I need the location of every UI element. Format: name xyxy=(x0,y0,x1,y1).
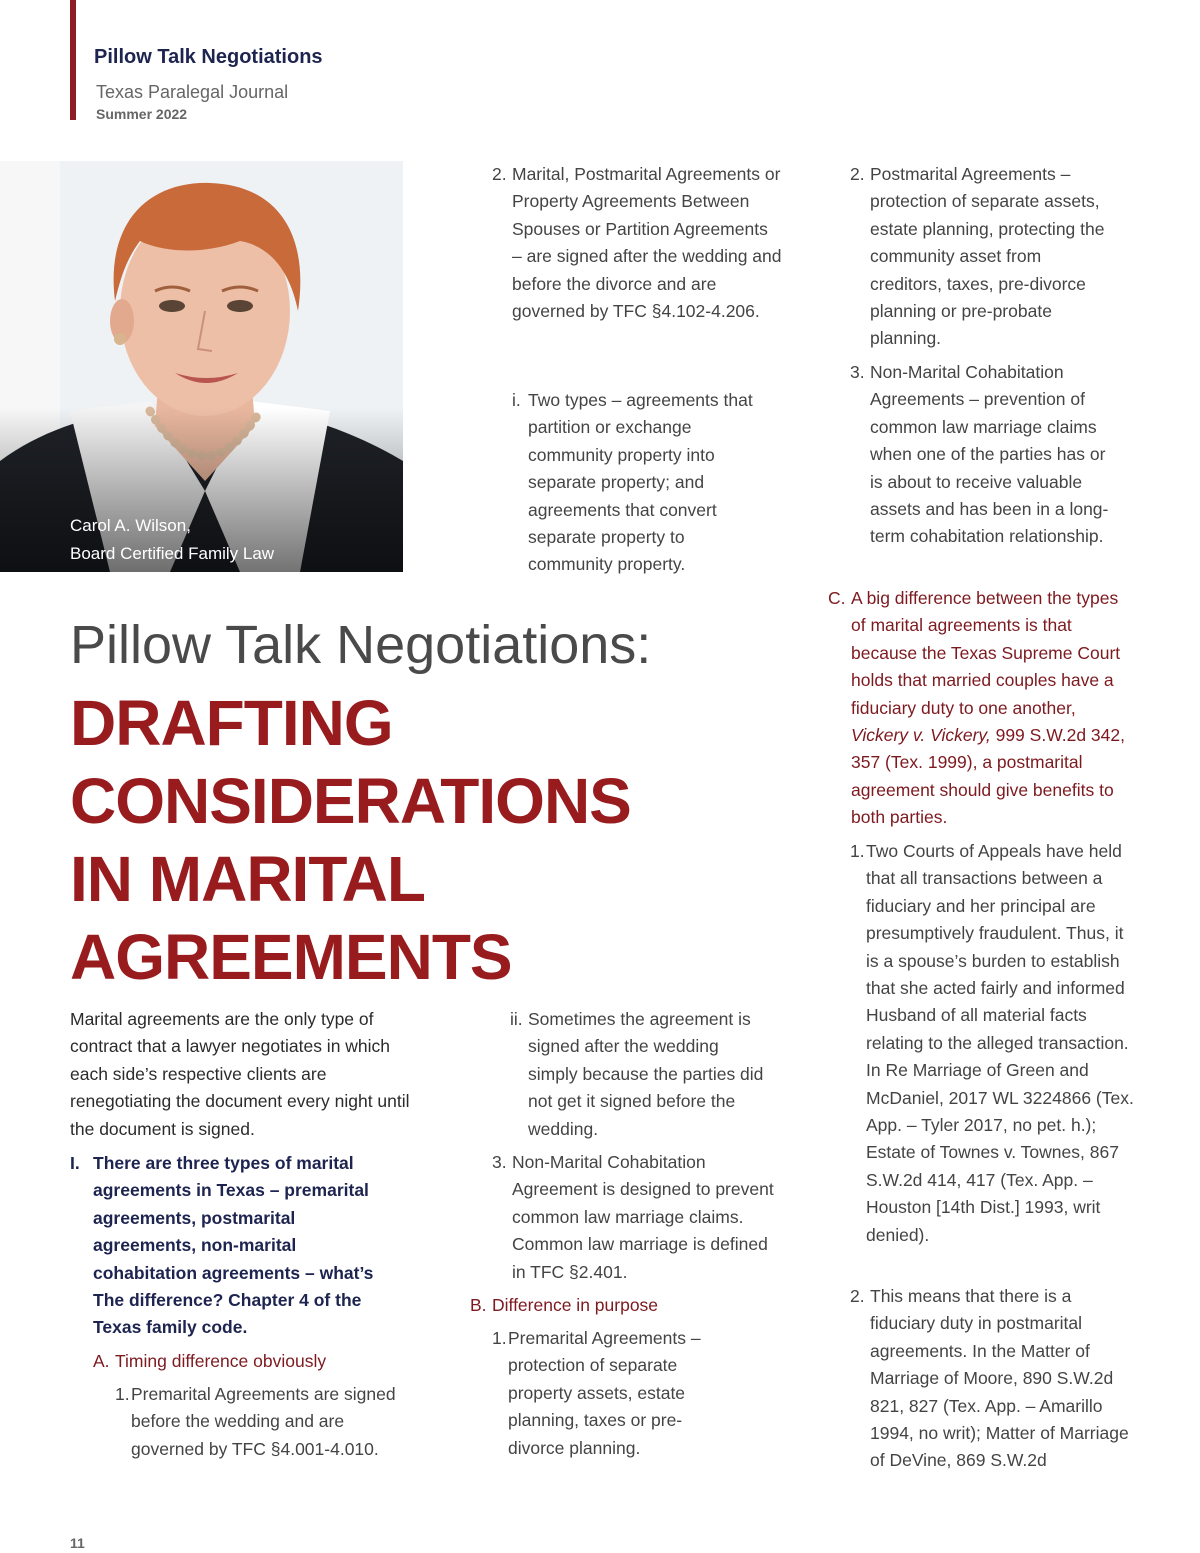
headline-light: Pillow Talk Negotiations: xyxy=(70,615,652,675)
outline-item-A2i xyxy=(512,387,772,579)
headline-bold-line: IN MARITAL xyxy=(70,843,425,915)
headline-bold xyxy=(70,684,631,996)
outline-label: i. xyxy=(512,390,521,410)
outline-item-C1 xyxy=(850,838,1135,1249)
page-number: 11 xyxy=(70,1535,85,1551)
caption-name: Carol A. Wilson, xyxy=(70,516,191,535)
outline-text: Marital, Postmarital Agreements or Property Agreements Between Spouses or Partition Agreements – are signed after the wedding and before the divorce and are governed by TFC §4.102-4.206. xyxy=(512,164,782,322)
issue-date: Summer 2022 xyxy=(96,106,188,122)
outline-item-I xyxy=(70,1150,390,1342)
outline-label: ii. xyxy=(510,1009,523,1029)
outline-text: Two Courts of Appeals have held that all transactions between a fiduciary and her principal are presumptively fraudulent. Thus, it is a spouse’s burden to establish that she acted fairly and informed Husband of all material facts relating to the alleged transaction. In Re Marriage of Green and McDaniel, 2017 WL 3224866 (Tex. App. – Tyler 2017, no pet. h.); Estate of Townes v. Townes, 867 S.W.2d 414, 417 (Tex. App. – Houston [14th Dist.] 1993, writ denied). xyxy=(866,841,1134,1245)
photo-caption xyxy=(70,512,274,568)
outline-text: Timing difference obviously xyxy=(115,1351,327,1371)
outline-text-part: 999 S.W.2d 342, 357 (Tex. 1999), a postmarital agreement should give benefits to both parties. xyxy=(851,725,1125,828)
outline-item-B2 xyxy=(850,161,1110,353)
outline-item-A xyxy=(93,1348,393,1375)
outline-item-B xyxy=(470,1292,760,1319)
outline-label: C. xyxy=(828,588,846,608)
outline-label: B. xyxy=(470,1295,487,1315)
author-photo xyxy=(0,161,403,572)
outline-text-part: A big difference between the types of marital agreements is that because the Texas Supreme Court holds that married couples have a fiduciary duty to one another, xyxy=(851,588,1121,718)
outline-label: A. xyxy=(93,1351,110,1371)
outline-label: 3. xyxy=(492,1152,507,1172)
header-accent-bar xyxy=(70,0,76,120)
outline-text: Sometimes the agreement is signed after the wedding simply because the parties did not get it signed before the wedding. xyxy=(528,1009,764,1139)
outline-text: There are three types of marital agreements in Texas – premarital agreements, postmarital agreements, non-marital cohabitation agreements – what’s The difference? Chapter 4 of the Texas family code. xyxy=(93,1153,374,1338)
outline-text: Premarital Agreements – protection of separate property assets, estate planning, taxes or pre-divorce planning. xyxy=(508,1328,701,1458)
outline-item-A1 xyxy=(115,1381,400,1463)
outline-text: Postmarital Agreements – protection of separate assets, estate planning, protecting the community asset from creditors, taxes, pre-divorce planning or pre-probate planning. xyxy=(870,164,1105,349)
outline-label: 3. xyxy=(850,362,865,382)
running-header-title: Pillow Talk Negotiations xyxy=(94,46,323,68)
outline-item-A3 xyxy=(492,1149,782,1286)
journal-name: Texas Paralegal Journal xyxy=(96,82,289,102)
outline-item-A2 xyxy=(492,161,782,325)
intro-paragraph: Marital agreements are the only type of contract that a lawyer negotiates in which each side’s respective clients are renegotiating the document every night until the document is signed. xyxy=(70,1009,410,1139)
outline-text: Non-Marital Cohabitation Agreements – prevention of common law marriage claims when one of the parties has or is about to receive valuable assets and has been in a long-term cohabitation relationship. xyxy=(870,362,1109,547)
headline-bold-line: DRAFTING xyxy=(70,687,393,759)
outline-item-B1 xyxy=(492,1325,717,1462)
case-citation: Vickery v. Vickery, xyxy=(851,725,991,746)
author-portrait-illustration xyxy=(0,161,403,572)
outline-text: Difference in purpose xyxy=(492,1295,659,1315)
outline-item-B3 xyxy=(850,359,1110,551)
outline-text: Premarital Agreements are signed before the wedding and are governed by TFC §4.001-4.010. xyxy=(131,1384,396,1459)
caption-credential: Board Certified Family Law xyxy=(70,544,275,563)
outline-label: 2. xyxy=(492,164,507,184)
outline-label: I. xyxy=(70,1153,80,1173)
outline-label: 2. xyxy=(850,1286,865,1306)
outline-item-C xyxy=(828,585,1128,832)
outline-item-A2ii xyxy=(510,1006,772,1143)
outline-text: Two types – agreements that partition or exchange community property into separate property; and agreements that convert separate property to community property. xyxy=(528,390,753,575)
outline-text: This means that there is a fiduciary duty in postmarital agreements. In the Matter of Marriage of Moore, 890 S.W.2d 821, 827 (Tex. App. – Amarillo 1994, no writ); Matter of Marriage of DeVine, 869 S.W.2d xyxy=(870,1286,1129,1471)
outline-label: 1. xyxy=(492,1328,507,1348)
outline-text: Non-Marital Cohabitation Agreement is designed to prevent common law marriage claims. Common law marriage is defined in TFC §2.401. xyxy=(512,1152,774,1282)
outline-label: 2. xyxy=(850,164,865,184)
outline-label: 1. xyxy=(850,841,865,861)
headline-bold-line: AGREEMENTS xyxy=(70,921,512,993)
outline-label: 1. xyxy=(115,1384,130,1404)
outline-text xyxy=(851,585,1128,832)
headline-bold-line: CONSIDERATIONS xyxy=(70,765,631,837)
outline-item-C2 xyxy=(850,1283,1135,1475)
